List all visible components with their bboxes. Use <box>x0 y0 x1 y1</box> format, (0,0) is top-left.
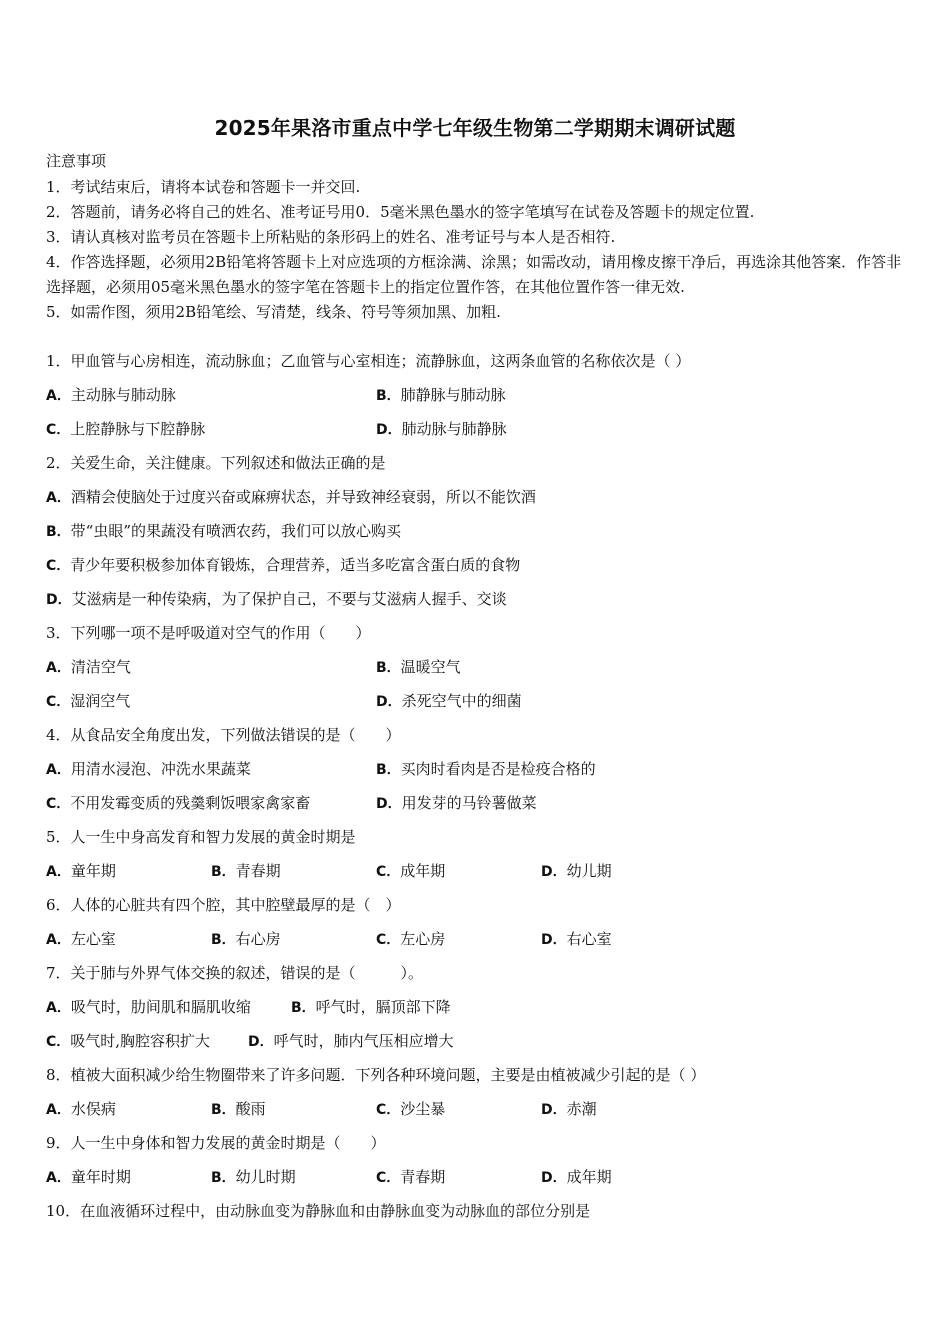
option-b: B．肺静脉与肺动脉 <box>376 386 506 404</box>
notice-item: 3．请认真核对监考员在答题卡上所粘贴的条形码上的姓名、准考证号与本人是否相符. <box>46 228 616 246</box>
option-b: B．酸雨 <box>211 1100 266 1118</box>
option-b: B．买肉时看肉是否是检疫合格的 <box>376 760 596 778</box>
notice-heading: 注意事项 <box>46 152 107 170</box>
option-d: D．赤潮 <box>541 1100 597 1118</box>
notice-item: 5．如需作图，须用2B铅笔绘、写清楚，线条、符号等须加黑、加粗. <box>46 303 501 321</box>
exam-title: 2025年果洛市重点中学七年级生物第二学期期末调研试题 <box>214 116 736 140</box>
question-9: 9．人一生中身体和智力发展的黄金时期是（ ） <box>46 1134 386 1152</box>
option-a: A．酒精会使脑处于过度兴奋或麻痹状态，并导致神经衰弱，所以不能饮酒 <box>46 488 536 506</box>
option-d: D．杀死空气中的细菌 <box>376 692 522 710</box>
option-d: D．成年期 <box>541 1168 612 1186</box>
notice-item: 2．答题前，请务必将自己的姓名、准考证号用0．5毫米黑色墨水的签字笔填写在试卷及答题卡的规定位置. <box>46 203 755 221</box>
option-d: D．艾滋病是一种传染病，为了保护自己，不要与艾滋病人握手、交谈 <box>46 590 507 608</box>
option-d: D．用发芽的马铃薯做菜 <box>376 794 537 812</box>
question-2: 2．关爱生命，关注健康。下列叙述和做法正确的是 <box>46 454 386 472</box>
option-b: B．青春期 <box>211 862 281 880</box>
question-8: 8．植被大面积减少给生物圈带来了许多问题．下列各种环境问题，主要是由植被减少引起的是（ ） <box>46 1066 706 1084</box>
option-d: D．幼儿期 <box>541 862 612 880</box>
question-3: 3．下列哪一项不是呼吸道对空气的作用（ ） <box>46 624 371 642</box>
question-5: 5．人一生中身高发育和智力发展的黄金时期是 <box>46 828 356 846</box>
option-d: D．肺动脉与肺静脉 <box>376 420 507 438</box>
option-c: C．成年期 <box>376 862 446 880</box>
option-b: B．右心房 <box>211 930 281 948</box>
question-6: 6．人体的心脏共有四个腔，其中腔壁最厚的是（ ） <box>46 896 401 914</box>
option-a: A．童年时期 <box>46 1168 131 1186</box>
option-c: C．湿润空气 <box>46 692 131 710</box>
option-c: C．青少年要积极参加体育锻炼，合理营养，适当多吃富含蛋白质的食物 <box>46 556 521 574</box>
option-c: C．左心房 <box>376 930 446 948</box>
option-a: A．主动脉与肺动脉 <box>46 386 176 404</box>
option-a: A．水俣病 <box>46 1100 116 1118</box>
notice-item: 4．作答选择题，必须用2B铅笔将答题卡上对应选项的方框涂满、涂黑；如需改动，请用橡皮擦干净后，再选涂其他答案．作答非选择题，必须用05毫米黑色墨水的签字笔在答题卡上的指定位置作答，在其他位置作答一律无效. <box>46 253 902 296</box>
option-c: C．吸气时,胸腔容积扩大 <box>46 1032 211 1050</box>
question-1: 1．甲血管与心房相连，流动脉血；乙血管与心室相连；流静脉血，这两条血管的名称依次是（ ） <box>46 352 691 370</box>
option-a: A．左心室 <box>46 930 116 948</box>
question-10: 10．在血液循环过程中，由动脉血变为静脉血和由静脉血变为动脉血的部位分别是 <box>46 1202 591 1220</box>
option-c: C．不用发霉变质的残羹剩饭喂家禽家畜 <box>46 794 311 812</box>
option-c: C．上腔静脉与下腔静脉 <box>46 420 206 438</box>
notice-item: 1．考试结束后，请将本试卷和答题卡一并交回. <box>46 178 361 196</box>
option-a: A．童年期 <box>46 862 116 880</box>
option-a: A．用清水浸泡、冲洗水果蔬菜 <box>46 760 251 778</box>
option-d: D．呼气时，肺内气压相应增大 <box>248 1032 454 1050</box>
option-a: A．吸气时，肋间肌和膈肌收缩 <box>46 998 251 1016</box>
option-a: A．清洁空气 <box>46 658 131 676</box>
option-b: B．带“虫眼”的果蔬没有喷洒农药，我们可以放心购买 <box>46 522 402 540</box>
option-c: C．沙尘暴 <box>376 1100 446 1118</box>
option-c: C．青春期 <box>376 1168 446 1186</box>
option-b: B．温暖空气 <box>376 658 461 676</box>
notice-section <box>46 150 916 325</box>
question-7: 7．关于肺与外界气体交换的叙述，错误的是（ ）。 <box>46 964 424 982</box>
option-b: B．幼儿时期 <box>211 1168 296 1186</box>
question-4: 4．从食品安全角度出发，下列做法错误的是（ ） <box>46 726 401 744</box>
option-d: D．右心室 <box>541 930 612 948</box>
option-b: B．呼气时，膈顶部下降 <box>291 998 451 1016</box>
